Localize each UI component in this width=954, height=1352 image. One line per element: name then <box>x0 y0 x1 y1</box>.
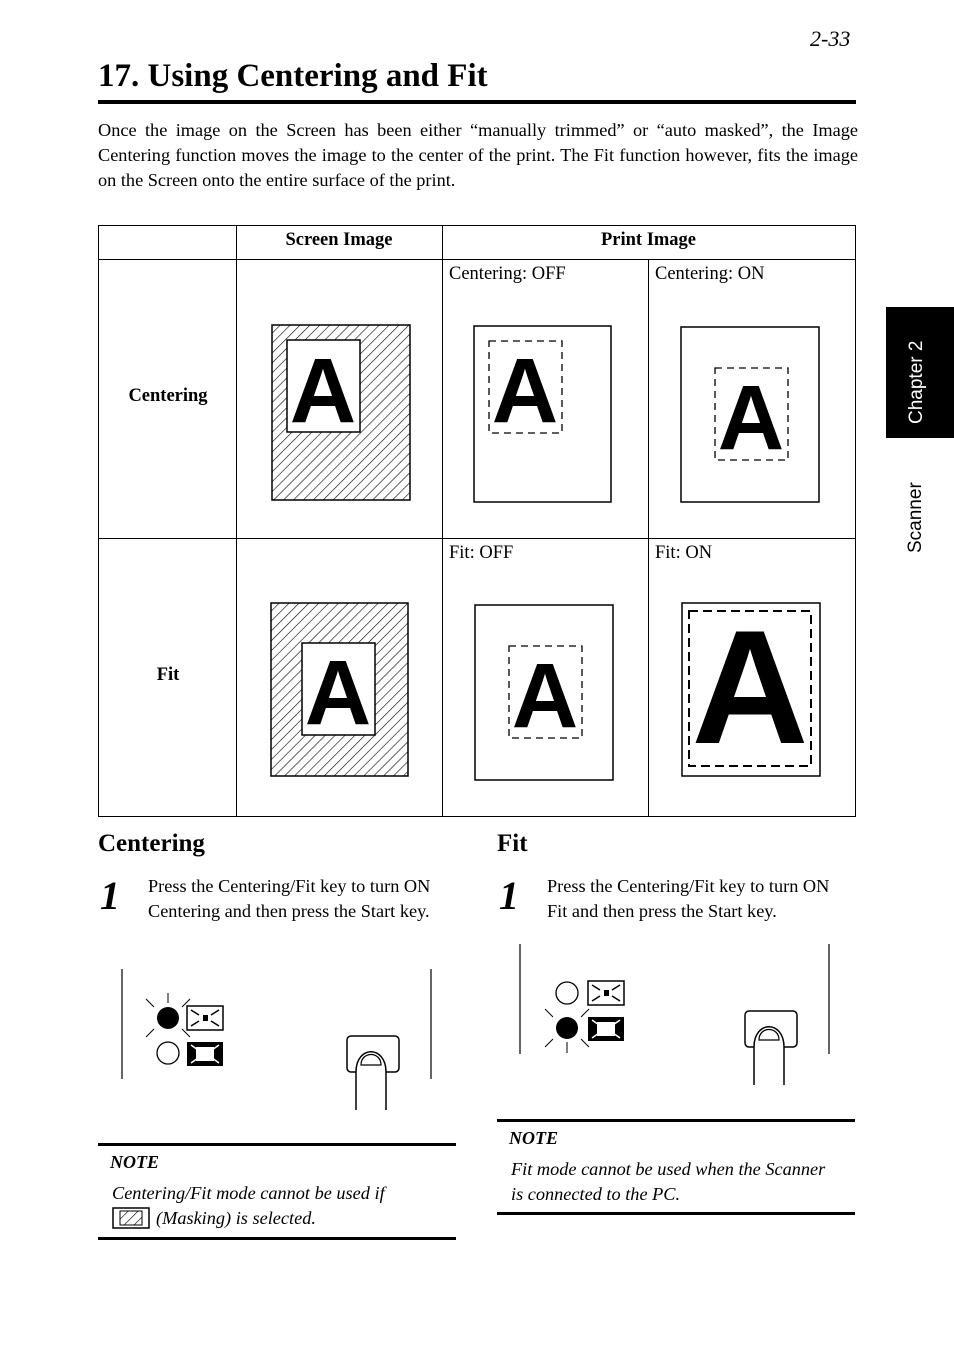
centering-note-label: NOTE <box>110 1152 159 1172</box>
label-centering-off: Centering: OFF <box>449 264 566 284</box>
centering-heading: Centering <box>98 830 205 857</box>
start-key-press-icon <box>347 1036 399 1110</box>
centering-step-text: Press the Centering/Fit key to turn ON Centering and then press the Start key. <box>148 876 431 921</box>
fit-note-rule-top <box>497 1119 855 1122</box>
fit-note-label: NOTE <box>509 1128 558 1148</box>
fit-indicator-icon <box>545 1009 624 1053</box>
row-label-fit: Fit <box>156 665 180 685</box>
label-fit-off: Fit: OFF <box>449 543 514 563</box>
start-key-press-icon <box>745 1011 797 1085</box>
title-rule <box>98 100 856 104</box>
centering-indicator-icon <box>556 981 624 1005</box>
table-divider <box>442 226 443 816</box>
letter-a-glyph: A <box>691 602 809 778</box>
letter-a-glyph: A <box>304 642 372 744</box>
centering-note-text-before: Centering/Fit mode cannot be used if <box>112 1183 385 1203</box>
table-divider <box>99 259 855 260</box>
page-title: 17. Using Centering and Fit <box>98 58 488 94</box>
table-divider <box>99 538 855 539</box>
centering-note-rule-bottom <box>98 1237 456 1240</box>
table-divider <box>236 226 237 816</box>
centering-note-text-after: (Masking) is selected. <box>156 1208 316 1228</box>
letter-a-glyph: A <box>717 367 785 469</box>
label-centering-on: Centering: ON <box>655 264 765 284</box>
comparison-table <box>98 225 856 817</box>
fit-note-rule-bottom <box>497 1212 855 1215</box>
header-print-image: Print Image <box>600 230 697 250</box>
centering-note-rule-top <box>98 1143 456 1146</box>
centering-off-figure <box>473 325 615 505</box>
section-label: Scanner <box>905 482 926 553</box>
centering-step-number: 1 <box>100 873 120 918</box>
fit-on-figure <box>681 602 823 779</box>
letter-a-glyph: A <box>491 340 559 442</box>
fit-control-panel-figure <box>516 940 836 1090</box>
fit-note-text: Fit mode cannot be used when the Scanner is connected to the PC. <box>511 1159 826 1204</box>
centering-control-panel-figure <box>118 965 438 1115</box>
header-screen-image: Screen Image <box>285 230 393 250</box>
letter-a-glyph: A <box>289 340 357 442</box>
fit-step-text: Press the Centering/Fit key to turn ON Fit and then press the Start key. <box>547 876 830 921</box>
intro-paragraph: Once the image on the Screen has been either “manually trimmed” or “auto masked”, the Image Centering function moves the image to the center of the print. The Fit function however, fits the image on the Screen onto the entire surface of the print. <box>98 120 858 190</box>
centering-screen-figure <box>271 324 413 502</box>
label-fit-on: Fit: ON <box>655 543 713 563</box>
centering-note-text <box>112 1181 452 1231</box>
masking-icon <box>112 1207 150 1229</box>
row-label-centering: Centering <box>128 386 208 406</box>
fit-indicator-icon <box>187 1042 223 1066</box>
fit-step-number: 1 <box>499 873 519 918</box>
centering-on-figure <box>680 326 822 504</box>
chapter-tab-label: Chapter 2 <box>906 340 927 424</box>
fit-heading: Fit <box>497 830 528 857</box>
letter-a-glyph: A <box>511 645 579 747</box>
fit-off-figure <box>474 604 616 782</box>
fit-screen-figure <box>270 602 412 779</box>
page-number: 2-33 <box>810 26 851 51</box>
